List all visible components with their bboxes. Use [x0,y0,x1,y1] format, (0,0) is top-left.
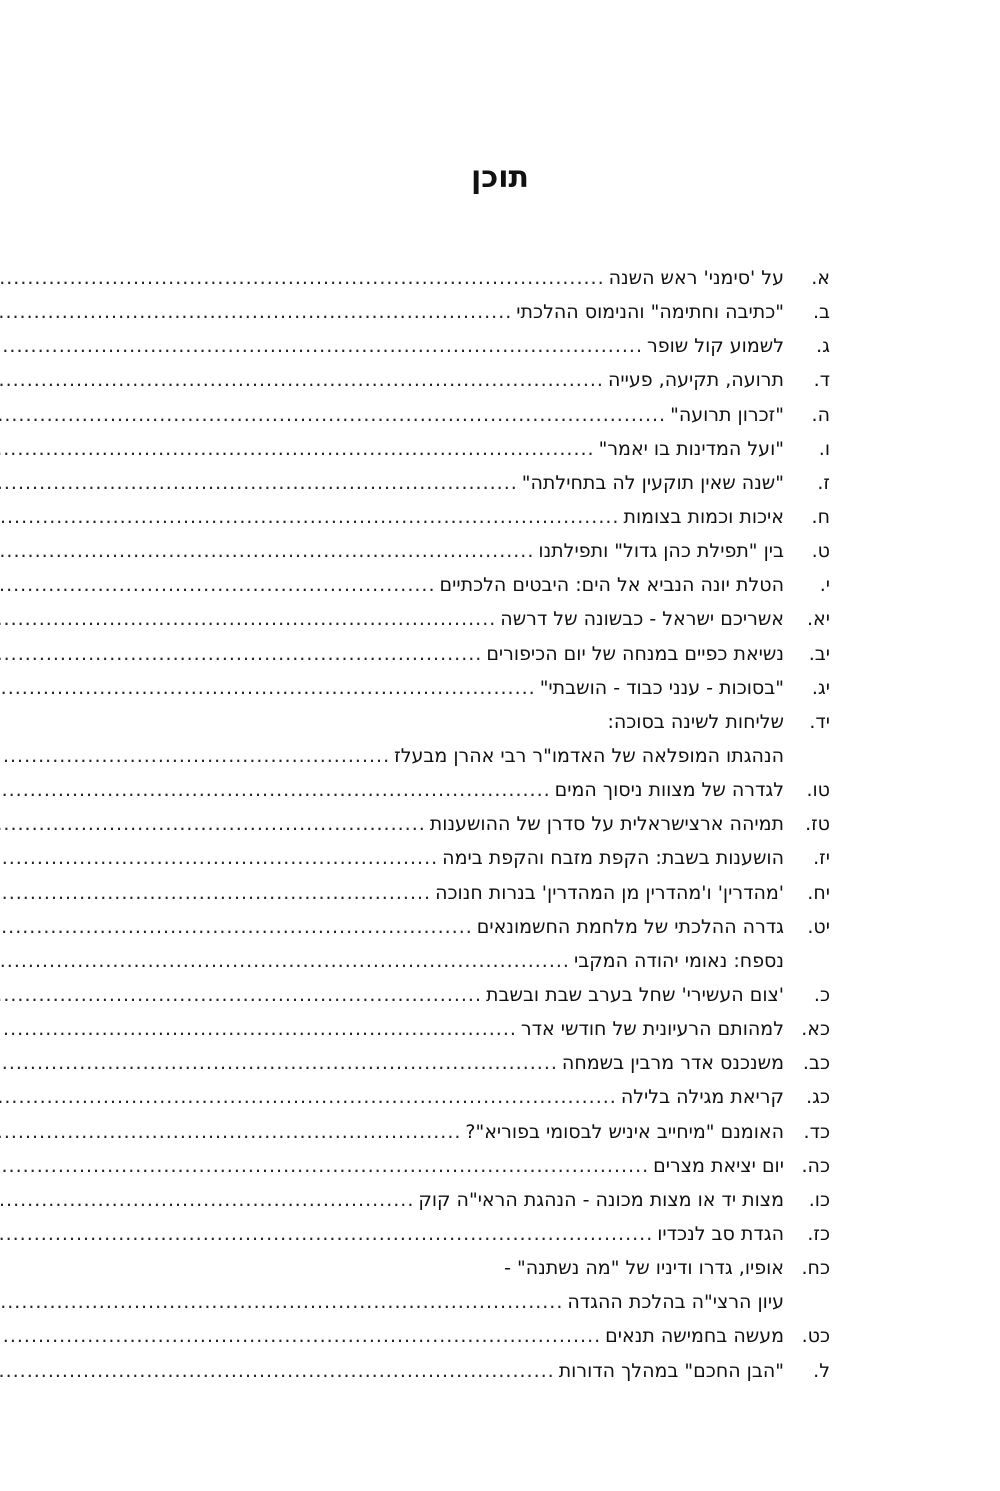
toc-entry [180,1115,830,1149]
toc-entry [180,1354,830,1388]
entry-title: איכות וכמות בצומות [623,505,784,528]
toc-entry [180,637,830,671]
entry-number: יג. [811,676,830,699]
entry-title: האומנם "מיחייב איניש לבסומי בפוריא"? [465,1120,784,1143]
table-of-contents [180,261,830,1388]
dot-leader [0,295,512,329]
entry-title: עיון הרצי"ה בהלכת ההגדה [567,1291,784,1314]
toc-entry [180,1217,830,1251]
dot-leader [0,1183,414,1217]
entry-title: "ועל המדינות בו יאמר" [598,437,784,460]
dot-leader [0,466,518,500]
entry-number: א. [811,267,830,289]
toc-entry [180,807,830,841]
dot-leader [0,1080,617,1114]
entry-title: אשריכם ישראל - כבשונה של דרשה [500,608,784,631]
toc-entry [180,978,830,1012]
dot-leader [0,1012,517,1046]
entry-number: כט. [801,1325,830,1348]
dot-leader [0,1319,601,1353]
entry-title: "שנה שאין תוקעין לה בתחילתה" [521,471,784,494]
dot-leader [0,261,605,295]
toc-entry [180,398,830,432]
entry-number: כח. [801,1257,830,1280]
dot-leader [0,568,435,602]
toc-entry [180,944,830,978]
toc-entry [180,466,830,500]
toc-entry [180,773,830,807]
dot-leader [0,500,619,534]
toc-entry [180,910,830,944]
dot-leader [0,329,643,363]
dot-leader [0,1115,461,1149]
entry-number: ח. [811,505,830,528]
toc-entry [180,500,830,534]
entry-number: כד. [803,1120,830,1143]
entry-title: 'צום העשירי' שחל בערב שבת ובשבת [486,983,784,1006]
toc-entry [180,705,830,739]
toc-entry [180,295,830,329]
entry-title: לגדרה של מצוות ניסוך המים [554,779,784,802]
entry-number: ו. [818,437,830,460]
entry-number: כו. [808,1188,830,1211]
toc-entry [180,568,830,602]
entry-number: כב. [802,1052,830,1075]
entry-number: ה. [811,403,830,426]
entry-title: בין "תפילת כהן גדול" ותפילתנו [538,540,784,563]
entry-title: 'מהדרין' ו'מהדרין מן המהדרין' בנרות חנוכה [435,881,784,904]
page-title: תוכן [470,160,530,195]
entry-title: משנכנס אדר מרבין בשמחה [561,1052,784,1075]
entry-title: מצות יד או מצות מכונה - הנהגת הראי"ה קוק [418,1188,784,1211]
toc-entry [180,1251,830,1285]
entry-number: י. [819,574,830,597]
entry-number: כ. [813,983,830,1006]
entry-number: יא. [807,608,830,631]
toc-entry [180,1149,830,1183]
toc-entry [180,329,830,363]
entry-title: הושענות בשבת: הקפת מזבח והקפת בימה [442,847,784,870]
dot-leader [0,910,473,944]
entry-title: גדרה ההלכתי של מלחמת החשמונאים [476,915,784,938]
dot-leader [0,602,496,636]
entry-title: "הבן החכם" במהלך הדורות [558,1359,784,1382]
dot-leader [0,637,482,671]
entry-title: לשמוע קול שופר [647,335,784,358]
toc-entry [180,1012,830,1046]
dot-leader [0,773,551,807]
toc-entry [180,602,830,636]
entry-title: הטלת יונה הנביא אל הים: היבטים הלכתיים [439,574,784,597]
entry-number: יד. [809,710,830,733]
toc-entry [180,432,830,466]
entry-number: יט. [807,915,830,938]
toc-entry [180,261,830,295]
dot-leader [0,534,534,568]
entry-number: יח. [807,881,830,904]
toc-entry [180,1319,830,1353]
entry-title: הגדת סב לנכדיו [657,1222,784,1245]
entry-title: נספח: נאומי יהודה המקבי [573,949,784,972]
toc-entry [180,1285,830,1319]
entry-number: כה. [801,1154,830,1177]
dot-leader [0,739,390,773]
entry-title: "זכרון תרועה" [670,403,784,426]
entry-number: טו. [806,779,830,802]
entry-number: ד. [813,369,830,392]
toc-entry [180,739,830,773]
entry-title: הנהגתו המופלאה של האדמו"ר רבי אהרן מבעלז [394,744,784,767]
toc-entry [180,671,830,705]
entry-number: ל. [813,1359,830,1382]
entry-number: טז. [805,813,830,836]
toc-entry [180,1046,830,1080]
dot-leader [0,363,604,397]
entry-title: "בסוכות - ענני כבוד - הושבתי" [539,676,784,699]
dot-leader [0,1217,653,1251]
dot-leader [0,841,438,875]
dot-leader [0,944,570,978]
dot-leader [0,1285,563,1319]
entry-number: כא. [801,1018,830,1041]
dot-leader [0,1354,555,1388]
toc-entry [180,1080,830,1114]
entry-number: ט. [811,540,830,563]
dot-leader [0,671,536,705]
entry-title: שליחות לשינה בסוכה: [607,710,784,733]
entry-number: ג. [816,335,830,358]
toc-entry [180,363,830,397]
entry-title: תמיהה ארצישראלית על סדרן של ההושענות [429,813,784,836]
entry-title: אופיו, גדרו ודיניו של "מה נשתנה" - [504,1257,784,1280]
dot-leader [0,1149,649,1183]
entry-title: על 'סימני' ראש השנה [608,267,784,289]
entry-number: יז. [813,847,830,870]
entry-number: כז. [807,1222,830,1245]
entry-number: ז. [817,471,830,494]
entry-title: נשיאת כפיים במנחה של יום הכיפורים [486,642,784,665]
entry-title: למהותם הרעיונית של חודשי אדר [520,1018,784,1041]
entry-title: מעשה בחמישה תנאים [605,1325,784,1348]
entry-title: יום יציאת מצרים [653,1154,784,1177]
toc-entry [180,876,830,910]
dot-leader [0,398,666,432]
toc-entry [180,534,830,568]
dot-leader [0,876,431,910]
entry-title: קריאת מגילה בלילה [620,1086,784,1109]
dot-leader [0,807,426,841]
toc-entry [180,841,830,875]
dot-leader [0,978,482,1012]
dot-leader [0,1046,558,1080]
entry-title: "כתיבה וחתימה" והנימוס ההלכתי [516,301,784,324]
entry-title: תרועה, תקיעה, פעייה [607,369,784,392]
toc-entry [180,1183,830,1217]
dot-leader [0,432,595,466]
entry-number: יב. [808,642,830,665]
entry-number: ב. [812,301,830,324]
entry-number: כג. [806,1086,830,1109]
